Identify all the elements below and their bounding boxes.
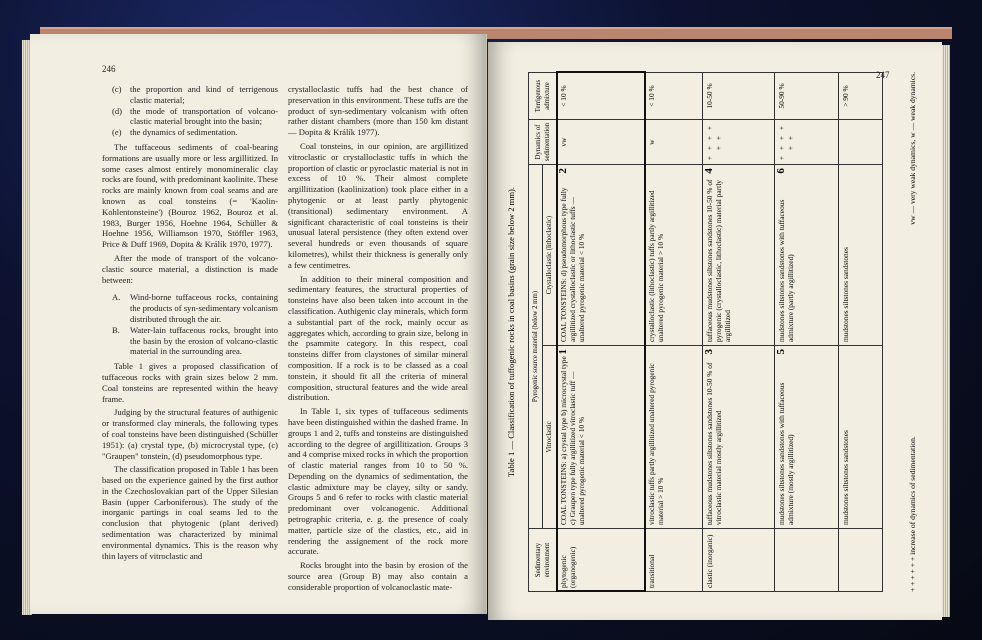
cell-dynamics: + + + + + + <box>775 120 839 165</box>
table-row <box>703 73 775 592</box>
paragraph: The classification proposed in Table 1 has been based on the experience gained by the first author in the Czechoslovakian part of the Upper Silesian Basin (upper Carboniferous). The study of the inorganic partings in coal seams led to the conclusion that phytogenic (plant derived) sedimentation was characterized by minimal environmental dynamics. This is the reason why thin layers of vitroclastic and <box>102 464 278 561</box>
cell-environment: transitional <box>645 529 703 592</box>
cell-admixture: 10-50 % <box>703 73 775 120</box>
cell-crystalloclastic: 4 tuffaceous mudstones siltstones sandstones 10-50 % of pyrogenic (crystalloclastic, lithoclastic) material partly argillitized <box>703 165 775 346</box>
classification-table-rotated <box>506 72 926 592</box>
cell-environment <box>839 529 883 592</box>
cell-crystalloclastic: mudstones siltstones sandstones <box>839 165 883 346</box>
table-row <box>557 73 645 592</box>
table-row <box>645 73 703 592</box>
header-dynamics: Dynamics of sedimentation <box>529 120 557 165</box>
cell-environment: phytogenic (organogenic) <box>557 529 645 592</box>
table-header-row <box>529 73 543 592</box>
paragraph: In addition to their mineral composition and sedimentary features, the structural properties of tonsteins have also been taken into account in the classification. Authigenic clay minerals, which form a substantial part of the rock, mainly occur as aggregates which, according to grain size, belong in the psammite category. In this respect, coal tonsteins differ from claystones of similar mineral composition. If a rock is to be classed as a coal tonstein, it should fit all the criteria of mineral composition, structural features and the wide areal distribution. <box>288 273 468 403</box>
list-item: A. Wind-borne tuffaceous rocks, containing the products of syn-sedimentary volcanism distributed through the air. <box>112 292 278 324</box>
paragraph: Table 1 gives a proposed classification of tuffaceous rocks with grain sizes below 2 mm. Coal tonsteins are represented within the heavy frame. <box>102 361 278 404</box>
cell-dynamics <box>839 120 883 165</box>
list-item: B. Water-lain tuffaceous rocks, brought into the basin by the erosion of volcano-clastic material in the surrounding area. <box>112 324 278 357</box>
cell-vitroclastic: vitroclastic tuffs partly argillitized unaltered pyrogenic material > 10 % <box>645 345 703 528</box>
cell-dynamics: + + + + + + <box>703 120 775 165</box>
table-caption: Table 1 — Classification of tuffogenic rocks in coal basins (grain size below 2 mm). <box>506 186 516 478</box>
page-number-right: 247 <box>876 70 890 80</box>
cell-dynamics: w <box>645 120 703 165</box>
paragraph: crystalloclastic tuffs had the best chance of preservation in this environment. These tuffs are the product of syn-sedimentary volcanism with often rather distant chambers (more than 150 km distant — Dopita & Králík 1977). <box>288 84 468 138</box>
cell-dynamics: vw <box>557 120 645 165</box>
footnote-dynamics-increase: + + + + + + increase of dynamics of sedimentation. <box>908 436 917 592</box>
cell-vitroclastic: mudstones siltstones sandstones <box>839 345 883 528</box>
paragraph: In Table 1, six types of tuffaceous sediments have been distinguished within the dashed frame. In groups 1 and 2, tuffs and tonsteins are distinguished according to the degree of argillitization. Groups 3 and 4 comprise mixed rocks in which the proportion of clastic material ranges from 10 to 50 %. Depending on the dynamics of sedimentation, the clastic admixture may be clayey, silty or sandy. Groups 5 and 6 refer to rocks with clastic material predominant over volcanogenic. Additional petrographic criteria, e. g. the presence of coaly matter, particle size of the clastics, etc., aid in rendering the assignement of the rock more accurate. <box>288 406 468 557</box>
list-item: (d) the mode of transportation of volcano-clastic material brought into the basin; <box>112 105 278 127</box>
header-crystalloclastic: Crystalloclastic (lithoclastic) <box>543 165 557 346</box>
table-row <box>775 73 839 592</box>
header-admixture: Terrigenous admixture <box>529 73 557 120</box>
paragraph: The tuffaceous sediments of coal-bearing formations are usually more or less argillitized. In some cases almost entirely monomineralic clay rocks are found, with predominant kaolinite. These rocks are mainly known from coal seams and are known as coal tonsteins (= 'Kaolin-Kohlentonsteine') (Bouroz 1962, Bouroz et al. 1983, Burger 1956, Hoehne 1964, Schüller & Hoehne 1956, Williamson 1970, Stöffler 1963, Price & Duff 1969, Dopita & Králík 1970, 1977). <box>102 141 278 250</box>
cell-environment <box>775 529 839 592</box>
cell-admixture: < 10 % <box>645 73 703 120</box>
left-page <box>30 34 487 614</box>
classification-table <box>528 72 883 592</box>
cell-vitroclastic: 1 COAL TONSTEINS: a) crystal type b) microcrystal type c) Graupen type fully argillitized vitroclastic tuff — unaltered pyrogenic material < 10 % <box>557 345 645 528</box>
table-row <box>839 73 883 592</box>
header-environment: Sedimentary environment <box>529 529 557 592</box>
header-pyrogenic: Pyrogenic source material (below 2 mm) <box>529 165 543 529</box>
cell-admixture: > 90 % <box>839 73 883 120</box>
cell-vitroclastic: 3 tuffaceous mudstones siltstones sandstones 10-50 % of vitroclastic material mostly argillitized <box>703 345 775 528</box>
cell-crystalloclastic: 6 mudstones siltstones sandstones with tuffaceous admixture (partly argillitized) <box>775 165 839 346</box>
left-column-1 <box>102 84 278 564</box>
cell-admixture: < 10 % <box>557 73 645 120</box>
list-item: (c) the proportion and kind of terrigenous clastic material; <box>112 84 278 105</box>
header-vitroclastic: Vitroclastic <box>543 345 557 528</box>
paragraph: Coal tonsteins, in our opinion, are argillitized vitroclastic or crystalloclastic tuffs in which the proportion of clastic or pyroclastic material is not in excess of 10 %. Their almost complete argillitization (kaolinization) took place either in a phytogenic or at least partly phytogenic (transitional) sedimentary environment. A significant characteristic of coal tonsteins is their unusual lateral persistence (they often extend over several hundreds or even thousands of square kilometres), whilst their thickness is generally only a few centimetres. <box>288 140 468 270</box>
page-number-left: 246 <box>102 64 116 74</box>
list-item: (e) the dynamics of sedimentation. <box>112 127 238 138</box>
left-column-2 <box>288 84 468 596</box>
paragraph: After the mode of transport of the volcano-clastic source material, a distinction is made between: <box>102 252 278 285</box>
cell-crystalloclastic: crystalloclastic (lithoclastic) tuffs partly argillitized unaltered pyrogenic material > 10 % <box>645 165 703 346</box>
cell-admixture: 50-90 % <box>775 73 839 120</box>
paragraph: Rocks brought into the basin by erosion of the source area (Group B) may also contain a considerable proportion of volcanoclastic mate- <box>288 560 468 592</box>
footnote-abbreviations: vw — very weak dynamics, w — weak dynamics. <box>908 72 917 225</box>
cell-crystalloclastic: 2 COAL TONSTEINS: d) pseudomorphous type fully argillitized crystalloclastic or lithoclastic tuffs — unaltered pyrogenic material < 10 % <box>557 165 645 346</box>
cell-environment: clastic (inorganic) <box>703 529 775 592</box>
cell-vitroclastic: 5 mudstones siltstones sandstones with tuffaceous admixture (mostly argillitized) <box>775 345 839 528</box>
paragraph: Judging by the structural features of authigenic or transformed clay minerals, the following types of coal tonsteins have been distinguished (Schüller 1951): (a) crystal type, (b) microcrystal type, (c) "Graupen" tonstein, (d) pseudomorphous type. <box>102 407 278 461</box>
table-footnote <box>908 72 917 592</box>
